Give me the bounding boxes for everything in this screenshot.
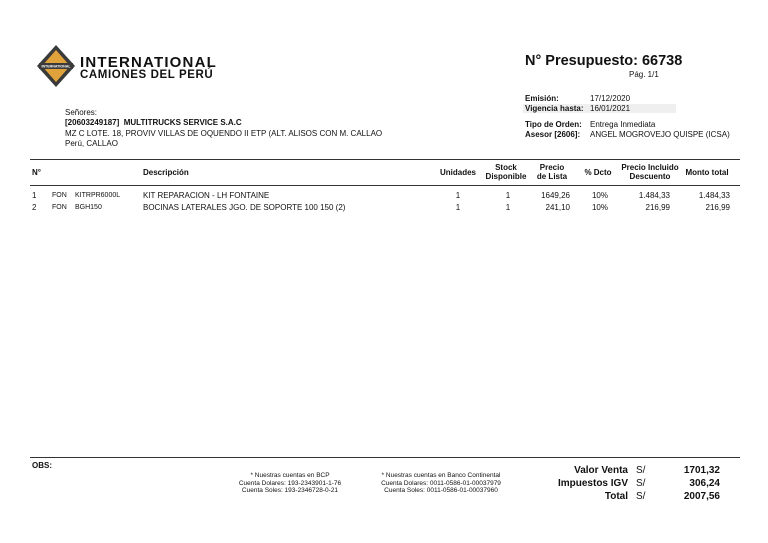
col-stock-line1: Stock	[495, 163, 517, 172]
row-brand: FON	[52, 204, 67, 211]
row-monto: 216,99	[705, 203, 730, 212]
client-line	[65, 118, 242, 127]
row-precio: 1649,26	[541, 191, 570, 200]
client-id: [20603249187]	[65, 118, 120, 127]
col-precio	[532, 163, 572, 181]
row-n: 2	[32, 203, 37, 212]
row-pinc: 1.484,33	[638, 191, 670, 200]
row-dcto: 10%	[591, 191, 608, 200]
col-precio-line1: Precio	[539, 163, 565, 172]
bbva-accounts	[368, 472, 514, 495]
brand-subtitle: CAMIONES DEL PERÚ	[80, 69, 214, 81]
row-code: BGH150	[75, 204, 102, 211]
total-label: Total	[604, 491, 628, 502]
bbva-dolares: Cuenta Dolares: 0011-0586-01-00037979	[381, 479, 501, 487]
col-unid: Unidades	[439, 168, 476, 177]
col-stock	[483, 163, 529, 181]
row-unid: 1	[455, 203, 461, 212]
asesor-label: Asesor [2606]:	[525, 130, 581, 139]
valor-venta-value: 1701,32	[683, 465, 720, 476]
client-city: Perú, CALLAO	[65, 139, 118, 148]
client-greeting: Señores:	[65, 108, 98, 117]
obs-label: OBS:	[32, 461, 52, 470]
brand-name: INTERNATIONAL	[80, 54, 217, 71]
emision-value: 17/12/2020	[590, 94, 631, 103]
col-desc: Descripción	[143, 168, 189, 177]
bcp-soles: Cuenta Soles: 193-2346728-0-21	[241, 487, 339, 494]
bcp-dolares: Cuenta Dolares: 193-2343901-1-76	[238, 479, 342, 487]
col-dcto: % Dcto	[584, 168, 612, 177]
igv-label: Impuestos IGV	[557, 478, 628, 489]
table-top-rule	[30, 159, 740, 160]
emblem-text: INTERNATIONAL	[41, 64, 71, 69]
col-monto: Monto total	[685, 168, 729, 177]
row-code: KITRPR6000L	[75, 192, 121, 199]
igv-value: 306,24	[689, 478, 720, 489]
bcp-title: * Nuestras cuentas en BCP	[250, 472, 330, 479]
quote-number: N° Presupuesto: 66738	[525, 53, 683, 69]
footer-rule	[30, 457, 740, 458]
row-desc: KIT REPARACION - LH FONTAINE	[143, 191, 270, 200]
row-n: 1	[32, 191, 37, 200]
bbva-soles: Cuenta Soles: 0011-0586-01-00037960	[384, 487, 498, 494]
igv-currency: S/	[636, 478, 646, 489]
table-header-rule	[30, 185, 740, 186]
col-stock-line2: Disponible	[485, 172, 527, 181]
col-precio-line2: de Lista	[536, 172, 568, 181]
international-emblem-icon	[36, 44, 76, 88]
row-stock: 1	[505, 191, 511, 200]
valor-venta-currency: S/	[636, 465, 646, 476]
row-unid: 1	[455, 191, 461, 200]
col-n: N°	[32, 168, 41, 177]
row-brand: FON	[52, 192, 67, 199]
page-number: Pág. 1/1	[629, 70, 659, 79]
vigencia-value: 16/01/2021	[590, 104, 631, 113]
row-stock: 1	[505, 203, 511, 212]
total-value: 2007,56	[683, 491, 720, 502]
total-currency: S/	[636, 491, 646, 502]
client-address: MZ C LOTE. 18, PROVIV VILLAS DE OQUENDO II ETP (ALT. ALISOS CON M. CALLAO	[65, 129, 383, 138]
tipo-label: Tipo de Orden:	[525, 120, 582, 129]
row-pinc: 216,99	[645, 203, 670, 212]
row-monto: 1.484,33	[698, 191, 730, 200]
emision-label: Emisión:	[525, 94, 559, 103]
col-pinc-line1: Precio Incluido	[621, 163, 679, 172]
vigencia-label: Vigencia hasta:	[525, 104, 584, 113]
client-name: MULTITRUCKS SERVICE S.A.C	[123, 118, 242, 127]
asesor-value: ANGEL MOGROVEJO QUISPE (ICSA)	[590, 130, 730, 139]
row-dcto: 10%	[591, 203, 608, 212]
col-pinc	[618, 163, 682, 181]
row-precio: 241,10	[545, 203, 570, 212]
col-pinc-line2: Descuento	[629, 172, 671, 181]
bcp-accounts	[225, 472, 355, 495]
bbva-title: * Nuestras cuentas en Banco Continental	[381, 472, 501, 479]
valor-venta-label: Valor Venta	[574, 465, 628, 476]
row-desc: BOCINAS LATERALES JGO. DE SOPORTE 100 150 (2)	[143, 203, 346, 212]
tipo-value: Entrega Inmediata	[590, 120, 656, 129]
